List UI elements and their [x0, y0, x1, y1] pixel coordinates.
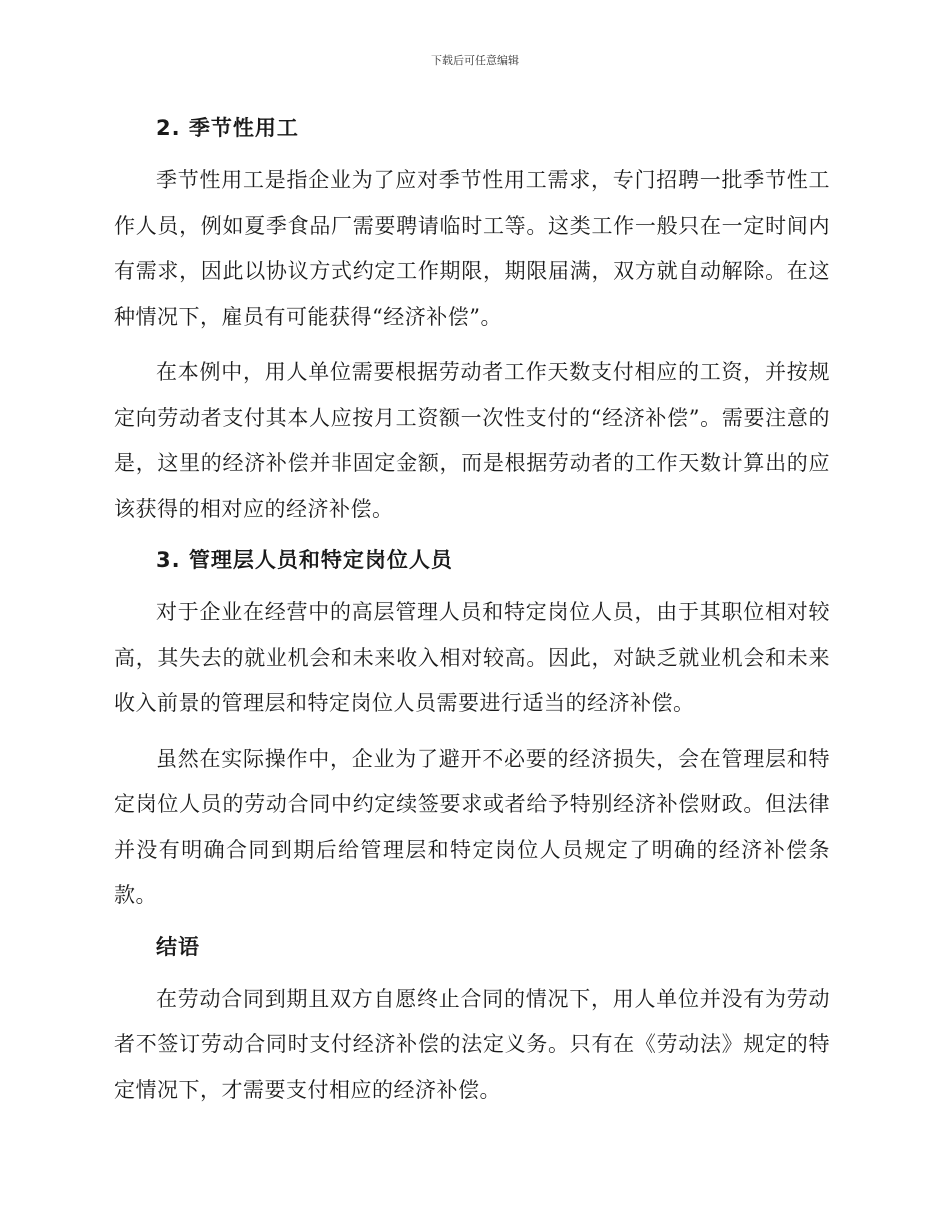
- paragraph: 在本例中，用人单位需要根据劳动者工作天数支付相应的工资，并按规定向劳动者支付其本人应按月工资额一次性支付的“经济补偿”。需要注意的是，这里的经济补偿并非固定金额，而是根据劳动者的工作天数计算出的应该获得的相对应的经济补偿。: [114, 360, 830, 521]
- section-heading-conclusion: 结语: [156, 934, 200, 959]
- paragraph: 季节性用工是指企业为了应对季节性用工需求，专门招聘一批季节性工作人员，例如夏季食品厂需要聘请临时工等。这类工作一般只在一定时间内有需求，因此以协议方式约定工作期限，期限届满，双方就自动解除。在这种情况下，雇员有可能获得“经济补偿”。: [114, 168, 830, 329]
- page-header: 下载后可任意编辑: [431, 54, 519, 67]
- paragraph: 虽然在实际操作中，企业为了避开不必要的经济损失，会在管理层和特定岗位人员的劳动合同中约定续签要求或者给予特别经济补偿财政。但法律并没有明确合同到期后给管理层和特定岗位人员规定了明确的经济补偿条款。: [114, 746, 830, 907]
- section-heading-management: 3. 管理层人员和特定岗位人员: [156, 548, 453, 572]
- paragraph: 在劳动合同到期且双方自愿终止合同的情况下，用人单位并没有为劳动者不签订劳动合同时支付经济补偿的法定义务。只有在《劳动法》规定的特定情况下，才需要支付相应的经济补偿。: [114, 986, 830, 1102]
- section-heading-seasonal: 2. 季节性用工: [156, 116, 299, 140]
- paragraph: 对于企业在经营中的高层管理人员和特定岗位人员，由于其职位相对较高，其失去的就业机会和未来收入相对较高。因此，对缺乏就业机会和未来收入前景的管理层和特定岗位人员需要进行适当的经济补偿。: [114, 600, 830, 715]
- document-body: [114, 108, 830, 1113]
